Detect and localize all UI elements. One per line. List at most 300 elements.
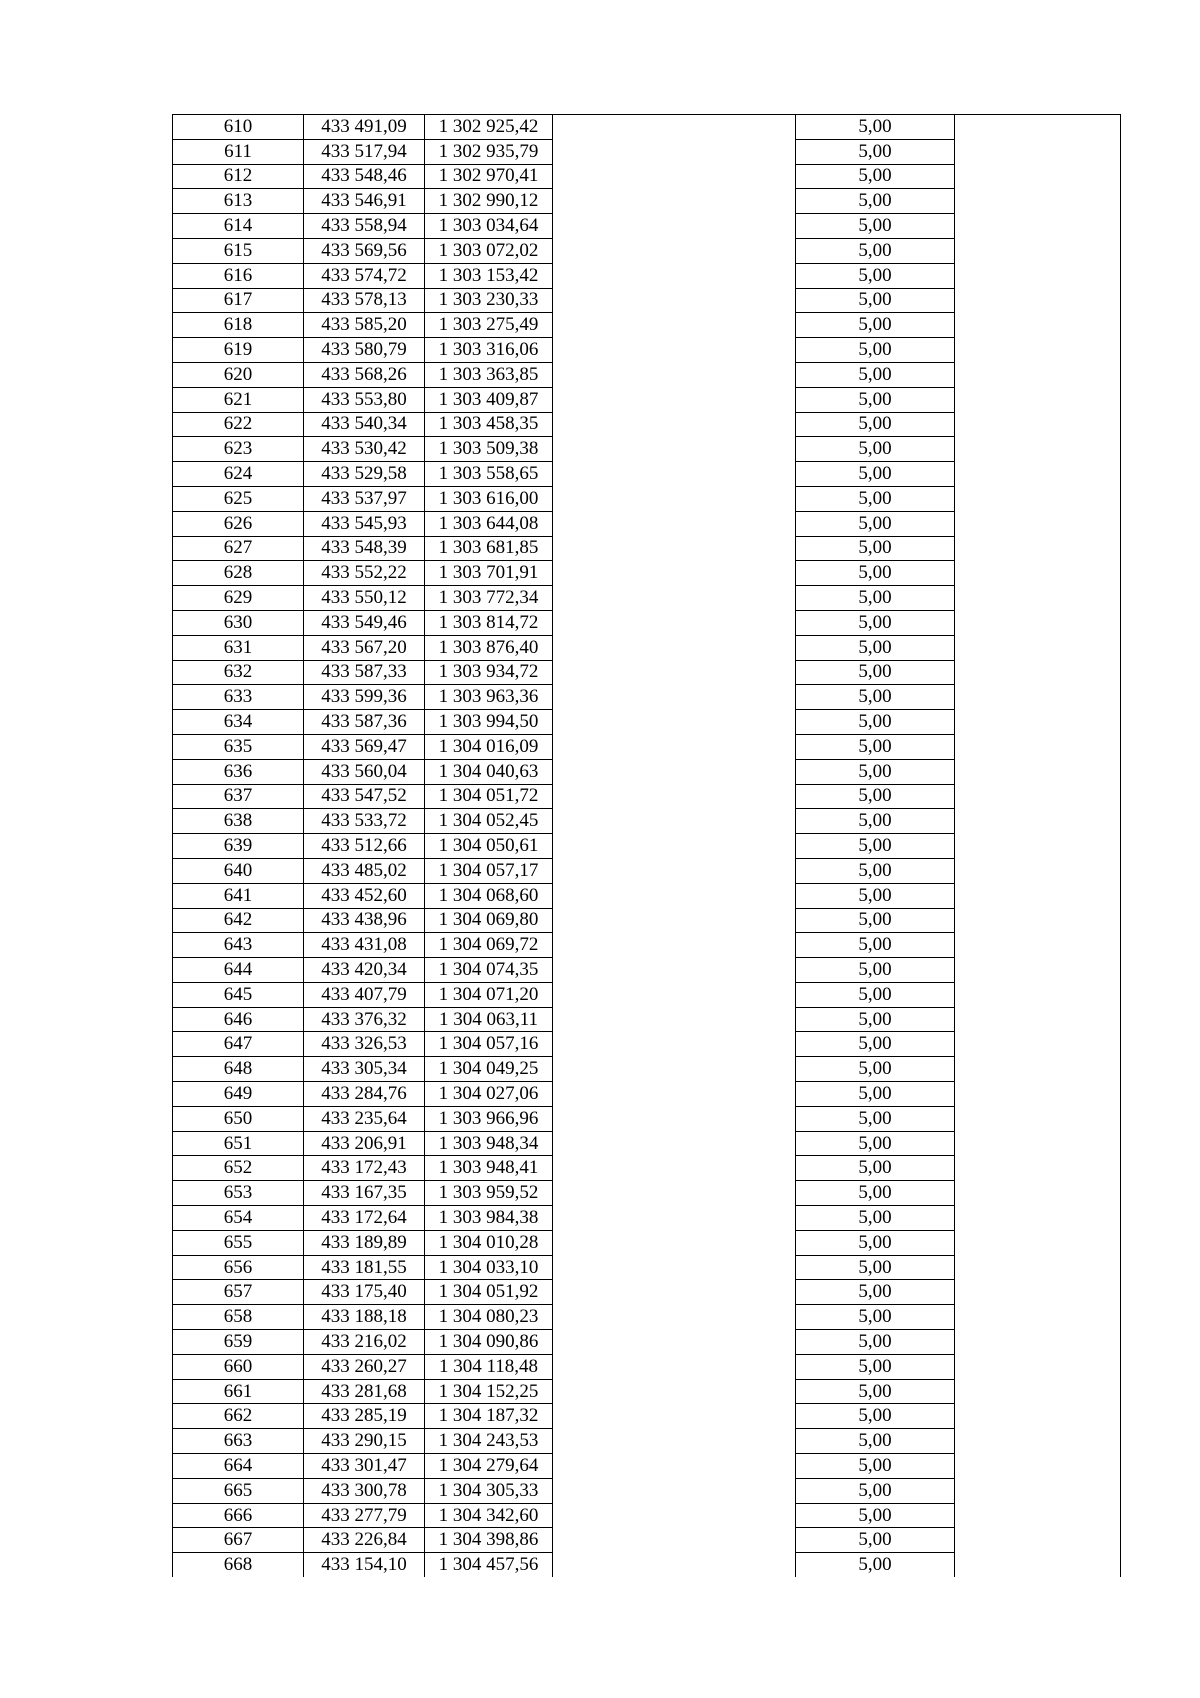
empty-cell <box>553 437 796 462</box>
table-row <box>173 1404 1121 1429</box>
empty-cell <box>553 1255 796 1280</box>
x-coordinate-cell: 433 553,80 <box>304 387 425 412</box>
table-row <box>173 288 1121 313</box>
error-value-cell: 5,00 <box>796 511 955 536</box>
table-row <box>173 635 1121 660</box>
table-row <box>173 511 1121 536</box>
point-number-cell: 636 <box>173 759 304 784</box>
table-row <box>173 933 1121 958</box>
x-coordinate-cell: 433 569,47 <box>304 734 425 759</box>
empty-cell <box>553 214 796 239</box>
point-number-cell: 613 <box>173 189 304 214</box>
empty-cell <box>955 362 1121 387</box>
point-number-cell: 661 <box>173 1379 304 1404</box>
y-coordinate-cell: 1 304 040,63 <box>425 759 553 784</box>
point-number-cell: 664 <box>173 1454 304 1479</box>
x-coordinate-cell: 433 172,43 <box>304 1156 425 1181</box>
x-coordinate-cell: 433 537,97 <box>304 486 425 511</box>
empty-cell <box>553 1454 796 1479</box>
empty-cell <box>553 139 796 164</box>
empty-cell <box>553 1404 796 1429</box>
y-coordinate-cell: 1 304 398,86 <box>425 1528 553 1553</box>
x-coordinate-cell: 433 578,13 <box>304 288 425 313</box>
point-number-cell: 632 <box>173 660 304 685</box>
error-value-cell: 5,00 <box>796 809 955 834</box>
empty-cell <box>955 1106 1121 1131</box>
x-coordinate-cell: 433 546,91 <box>304 189 425 214</box>
point-number-cell: 668 <box>173 1553 304 1577</box>
table-row <box>173 784 1121 809</box>
x-coordinate-cell: 433 585,20 <box>304 313 425 338</box>
point-number-cell: 614 <box>173 214 304 239</box>
error-value-cell: 5,00 <box>796 1528 955 1553</box>
empty-cell <box>553 1206 796 1231</box>
error-value-cell: 5,00 <box>796 734 955 759</box>
x-coordinate-cell: 433 290,15 <box>304 1429 425 1454</box>
x-coordinate-cell: 433 550,12 <box>304 586 425 611</box>
empty-cell <box>955 338 1121 363</box>
x-coordinate-cell: 433 599,36 <box>304 685 425 710</box>
empty-cell <box>955 1007 1121 1032</box>
table-row <box>173 1230 1121 1255</box>
table-row <box>173 387 1121 412</box>
empty-cell <box>553 1330 796 1355</box>
x-coordinate-cell: 433 188,18 <box>304 1305 425 1330</box>
error-value-cell: 5,00 <box>796 263 955 288</box>
empty-cell <box>955 1478 1121 1503</box>
empty-cell <box>955 1082 1121 1107</box>
empty-cell <box>553 1156 796 1181</box>
table-row <box>173 115 1121 140</box>
error-value-cell: 5,00 <box>796 1106 955 1131</box>
empty-cell <box>553 486 796 511</box>
table-row <box>173 1131 1121 1156</box>
empty-cell <box>553 561 796 586</box>
error-value-cell: 5,00 <box>796 710 955 735</box>
y-coordinate-cell: 1 303 876,40 <box>425 635 553 660</box>
x-coordinate-cell: 433 452,60 <box>304 883 425 908</box>
point-number-cell: 628 <box>173 561 304 586</box>
point-number-cell: 652 <box>173 1156 304 1181</box>
table-row <box>173 586 1121 611</box>
point-number-cell: 625 <box>173 486 304 511</box>
x-coordinate-cell: 433 216,02 <box>304 1330 425 1355</box>
point-number-cell: 617 <box>173 288 304 313</box>
table-row <box>173 710 1121 735</box>
table-row <box>173 1082 1121 1107</box>
y-coordinate-cell: 1 304 152,25 <box>425 1379 553 1404</box>
point-number-cell: 633 <box>173 685 304 710</box>
point-number-cell: 622 <box>173 412 304 437</box>
empty-cell <box>553 511 796 536</box>
error-value-cell: 5,00 <box>796 610 955 635</box>
empty-cell <box>553 1528 796 1553</box>
empty-cell <box>955 858 1121 883</box>
empty-cell <box>955 189 1121 214</box>
point-number-cell: 640 <box>173 858 304 883</box>
x-coordinate-cell: 433 167,35 <box>304 1181 425 1206</box>
table-row <box>173 1181 1121 1206</box>
empty-cell <box>955 610 1121 635</box>
point-number-cell: 618 <box>173 313 304 338</box>
y-coordinate-cell: 1 304 057,17 <box>425 858 553 883</box>
error-value-cell: 5,00 <box>796 561 955 586</box>
empty-cell <box>955 586 1121 611</box>
table-row <box>173 809 1121 834</box>
empty-cell <box>955 734 1121 759</box>
empty-cell <box>553 834 796 859</box>
x-coordinate-cell: 433 547,52 <box>304 784 425 809</box>
y-coordinate-cell: 1 304 118,48 <box>425 1354 553 1379</box>
empty-cell <box>955 809 1121 834</box>
empty-cell <box>955 1553 1121 1577</box>
empty-cell <box>955 1230 1121 1255</box>
point-number-cell: 659 <box>173 1330 304 1355</box>
error-value-cell: 5,00 <box>796 1181 955 1206</box>
x-coordinate-cell: 433 305,34 <box>304 1057 425 1082</box>
empty-cell <box>955 1379 1121 1404</box>
empty-cell <box>955 238 1121 263</box>
point-number-cell: 630 <box>173 610 304 635</box>
table-row <box>173 561 1121 586</box>
table-row <box>173 139 1121 164</box>
empty-cell <box>955 660 1121 685</box>
empty-cell <box>553 982 796 1007</box>
point-number-cell: 638 <box>173 809 304 834</box>
empty-cell <box>553 263 796 288</box>
empty-cell <box>955 561 1121 586</box>
y-coordinate-cell: 1 303 948,41 <box>425 1156 553 1181</box>
point-number-cell: 662 <box>173 1404 304 1429</box>
empty-cell <box>553 362 796 387</box>
x-coordinate-cell: 433 517,94 <box>304 139 425 164</box>
empty-cell <box>553 1305 796 1330</box>
empty-cell <box>553 809 796 834</box>
y-coordinate-cell: 1 303 966,96 <box>425 1106 553 1131</box>
error-value-cell: 5,00 <box>796 437 955 462</box>
empty-cell <box>553 635 796 660</box>
empty-cell <box>955 139 1121 164</box>
empty-cell <box>955 685 1121 710</box>
y-coordinate-cell: 1 303 984,38 <box>425 1206 553 1231</box>
error-value-cell: 5,00 <box>796 536 955 561</box>
x-coordinate-cell: 433 175,40 <box>304 1280 425 1305</box>
empty-cell <box>553 883 796 908</box>
empty-cell <box>955 1454 1121 1479</box>
table-row <box>173 1057 1121 1082</box>
y-coordinate-cell: 1 302 990,12 <box>425 189 553 214</box>
point-number-cell: 666 <box>173 1503 304 1528</box>
empty-cell <box>553 933 796 958</box>
empty-cell <box>553 462 796 487</box>
table-row <box>173 1503 1121 1528</box>
table-row <box>173 1429 1121 1454</box>
point-number-cell: 663 <box>173 1429 304 1454</box>
y-coordinate-cell: 1 304 068,60 <box>425 883 553 908</box>
error-value-cell: 5,00 <box>796 1354 955 1379</box>
error-value-cell: 5,00 <box>796 189 955 214</box>
empty-cell <box>955 1330 1121 1355</box>
y-coordinate-cell: 1 303 616,00 <box>425 486 553 511</box>
y-coordinate-cell: 1 304 080,23 <box>425 1305 553 1330</box>
x-coordinate-cell: 433 376,32 <box>304 1007 425 1032</box>
x-coordinate-cell: 433 587,36 <box>304 710 425 735</box>
error-value-cell: 5,00 <box>796 1131 955 1156</box>
error-value-cell: 5,00 <box>796 238 955 263</box>
error-value-cell: 5,00 <box>796 486 955 511</box>
empty-cell <box>553 1032 796 1057</box>
error-value-cell: 5,00 <box>796 338 955 363</box>
empty-cell <box>955 511 1121 536</box>
table-row <box>173 1553 1121 1577</box>
table-row <box>173 437 1121 462</box>
x-coordinate-cell: 433 235,64 <box>304 1106 425 1131</box>
empty-cell <box>553 238 796 263</box>
x-coordinate-cell: 433 154,10 <box>304 1553 425 1577</box>
table-row <box>173 536 1121 561</box>
x-coordinate-cell: 433 407,79 <box>304 982 425 1007</box>
empty-cell <box>955 115 1121 140</box>
x-coordinate-cell: 433 206,91 <box>304 1131 425 1156</box>
empty-cell <box>553 610 796 635</box>
point-number-cell: 624 <box>173 462 304 487</box>
error-value-cell: 5,00 <box>796 139 955 164</box>
coordinates-table-body <box>173 115 1121 1578</box>
error-value-cell: 5,00 <box>796 412 955 437</box>
error-value-cell: 5,00 <box>796 685 955 710</box>
x-coordinate-cell: 433 512,66 <box>304 834 425 859</box>
table-row <box>173 660 1121 685</box>
error-value-cell: 5,00 <box>796 759 955 784</box>
table-row <box>173 238 1121 263</box>
error-value-cell: 5,00 <box>796 660 955 685</box>
x-coordinate-cell: 433 548,46 <box>304 164 425 189</box>
error-value-cell: 5,00 <box>796 908 955 933</box>
empty-cell <box>553 387 796 412</box>
empty-cell <box>553 734 796 759</box>
empty-cell <box>553 586 796 611</box>
point-number-cell: 645 <box>173 982 304 1007</box>
table-row <box>173 1032 1121 1057</box>
empty-cell <box>955 1280 1121 1305</box>
y-coordinate-cell: 1 303 558,65 <box>425 462 553 487</box>
empty-cell <box>553 164 796 189</box>
point-number-cell: 637 <box>173 784 304 809</box>
x-coordinate-cell: 433 567,20 <box>304 635 425 660</box>
x-coordinate-cell: 433 545,93 <box>304 511 425 536</box>
y-coordinate-cell: 1 303 409,87 <box>425 387 553 412</box>
table-row <box>173 834 1121 859</box>
empty-cell <box>955 1354 1121 1379</box>
error-value-cell: 5,00 <box>796 164 955 189</box>
empty-cell <box>955 710 1121 735</box>
empty-cell <box>553 1503 796 1528</box>
y-coordinate-cell: 1 303 458,35 <box>425 412 553 437</box>
table-row <box>173 1354 1121 1379</box>
point-number-cell: 657 <box>173 1280 304 1305</box>
x-coordinate-cell: 433 491,09 <box>304 115 425 140</box>
table-row <box>173 1106 1121 1131</box>
empty-cell <box>955 1206 1121 1231</box>
x-coordinate-cell: 433 540,34 <box>304 412 425 437</box>
empty-cell <box>955 883 1121 908</box>
empty-cell <box>553 412 796 437</box>
point-number-cell: 653 <box>173 1181 304 1206</box>
x-coordinate-cell: 433 285,19 <box>304 1404 425 1429</box>
coordinates-table <box>172 114 1121 1577</box>
x-coordinate-cell: 433 438,96 <box>304 908 425 933</box>
empty-cell <box>955 288 1121 313</box>
point-number-cell: 615 <box>173 238 304 263</box>
error-value-cell: 5,00 <box>796 387 955 412</box>
y-coordinate-cell: 1 302 935,79 <box>425 139 553 164</box>
error-value-cell: 5,00 <box>796 1082 955 1107</box>
point-number-cell: 655 <box>173 1230 304 1255</box>
empty-cell <box>955 635 1121 660</box>
x-coordinate-cell: 433 569,56 <box>304 238 425 263</box>
error-value-cell: 5,00 <box>796 1255 955 1280</box>
y-coordinate-cell: 1 304 457,56 <box>425 1553 553 1577</box>
x-coordinate-cell: 433 226,84 <box>304 1528 425 1553</box>
y-coordinate-cell: 1 303 153,42 <box>425 263 553 288</box>
empty-cell <box>955 412 1121 437</box>
table-row <box>173 1454 1121 1479</box>
x-coordinate-cell: 433 300,78 <box>304 1478 425 1503</box>
y-coordinate-cell: 1 302 925,42 <box>425 115 553 140</box>
point-number-cell: 611 <box>173 139 304 164</box>
error-value-cell: 5,00 <box>796 313 955 338</box>
error-value-cell: 5,00 <box>796 883 955 908</box>
y-coordinate-cell: 1 304 016,09 <box>425 734 553 759</box>
y-coordinate-cell: 1 303 363,85 <box>425 362 553 387</box>
empty-cell <box>553 1057 796 1082</box>
x-coordinate-cell: 433 172,64 <box>304 1206 425 1231</box>
empty-cell <box>553 1007 796 1032</box>
error-value-cell: 5,00 <box>796 1057 955 1082</box>
table-row <box>173 486 1121 511</box>
point-number-cell: 650 <box>173 1106 304 1131</box>
x-coordinate-cell: 433 580,79 <box>304 338 425 363</box>
empty-cell <box>553 288 796 313</box>
empty-cell <box>955 214 1121 239</box>
empty-cell <box>955 834 1121 859</box>
point-number-cell: 647 <box>173 1032 304 1057</box>
error-value-cell: 5,00 <box>796 1503 955 1528</box>
x-coordinate-cell: 433 587,33 <box>304 660 425 685</box>
error-value-cell: 5,00 <box>796 586 955 611</box>
y-coordinate-cell: 1 304 069,80 <box>425 908 553 933</box>
error-value-cell: 5,00 <box>796 1454 955 1479</box>
empty-cell <box>553 858 796 883</box>
empty-cell <box>553 1181 796 1206</box>
x-coordinate-cell: 433 181,55 <box>304 1255 425 1280</box>
point-number-cell: 646 <box>173 1007 304 1032</box>
y-coordinate-cell: 1 304 050,61 <box>425 834 553 859</box>
y-coordinate-cell: 1 303 934,72 <box>425 660 553 685</box>
error-value-cell: 5,00 <box>796 1007 955 1032</box>
empty-cell <box>955 1057 1121 1082</box>
point-number-cell: 651 <box>173 1131 304 1156</box>
error-value-cell: 5,00 <box>796 115 955 140</box>
empty-cell <box>955 387 1121 412</box>
empty-cell <box>553 784 796 809</box>
error-value-cell: 5,00 <box>796 214 955 239</box>
table-row <box>173 412 1121 437</box>
y-coordinate-cell: 1 304 279,64 <box>425 1454 553 1479</box>
x-coordinate-cell: 433 284,76 <box>304 1082 425 1107</box>
empty-cell <box>553 660 796 685</box>
y-coordinate-cell: 1 304 063,11 <box>425 1007 553 1032</box>
table-row <box>173 214 1121 239</box>
y-coordinate-cell: 1 303 701,91 <box>425 561 553 586</box>
empty-cell <box>955 1156 1121 1181</box>
x-coordinate-cell: 433 529,58 <box>304 462 425 487</box>
empty-cell <box>553 685 796 710</box>
error-value-cell: 5,00 <box>796 1280 955 1305</box>
y-coordinate-cell: 1 302 970,41 <box>425 164 553 189</box>
table-row <box>173 1007 1121 1032</box>
point-number-cell: 627 <box>173 536 304 561</box>
table-row <box>173 1206 1121 1231</box>
x-coordinate-cell: 433 189,89 <box>304 1230 425 1255</box>
y-coordinate-cell: 1 304 052,45 <box>425 809 553 834</box>
point-number-cell: 619 <box>173 338 304 363</box>
y-coordinate-cell: 1 303 959,52 <box>425 1181 553 1206</box>
empty-cell <box>955 437 1121 462</box>
point-number-cell: 623 <box>173 437 304 462</box>
y-coordinate-cell: 1 303 230,33 <box>425 288 553 313</box>
empty-cell <box>553 1082 796 1107</box>
error-value-cell: 5,00 <box>796 784 955 809</box>
y-coordinate-cell: 1 304 051,72 <box>425 784 553 809</box>
y-coordinate-cell: 1 304 027,06 <box>425 1082 553 1107</box>
empty-cell <box>955 933 1121 958</box>
x-coordinate-cell: 433 552,22 <box>304 561 425 586</box>
table-row <box>173 263 1121 288</box>
empty-cell <box>553 115 796 140</box>
x-coordinate-cell: 433 549,46 <box>304 610 425 635</box>
point-number-cell: 620 <box>173 362 304 387</box>
table-row <box>173 1528 1121 1553</box>
point-number-cell: 635 <box>173 734 304 759</box>
empty-cell <box>955 982 1121 1007</box>
x-coordinate-cell: 433 530,42 <box>304 437 425 462</box>
x-coordinate-cell: 433 301,47 <box>304 1454 425 1479</box>
empty-cell <box>955 486 1121 511</box>
empty-cell <box>553 759 796 784</box>
x-coordinate-cell: 433 548,39 <box>304 536 425 561</box>
y-coordinate-cell: 1 304 049,25 <box>425 1057 553 1082</box>
empty-cell <box>955 1429 1121 1454</box>
y-coordinate-cell: 1 303 316,06 <box>425 338 553 363</box>
x-coordinate-cell: 433 277,79 <box>304 1503 425 1528</box>
error-value-cell: 5,00 <box>796 462 955 487</box>
empty-cell <box>553 1379 796 1404</box>
empty-cell <box>955 958 1121 983</box>
empty-cell <box>955 1528 1121 1553</box>
table-row <box>173 685 1121 710</box>
point-number-cell: 631 <box>173 635 304 660</box>
error-value-cell: 5,00 <box>796 982 955 1007</box>
table-row <box>173 1280 1121 1305</box>
error-value-cell: 5,00 <box>796 1156 955 1181</box>
point-number-cell: 639 <box>173 834 304 859</box>
point-number-cell: 626 <box>173 511 304 536</box>
table-row <box>173 1330 1121 1355</box>
point-number-cell: 610 <box>173 115 304 140</box>
point-number-cell: 641 <box>173 883 304 908</box>
y-coordinate-cell: 1 304 074,35 <box>425 958 553 983</box>
